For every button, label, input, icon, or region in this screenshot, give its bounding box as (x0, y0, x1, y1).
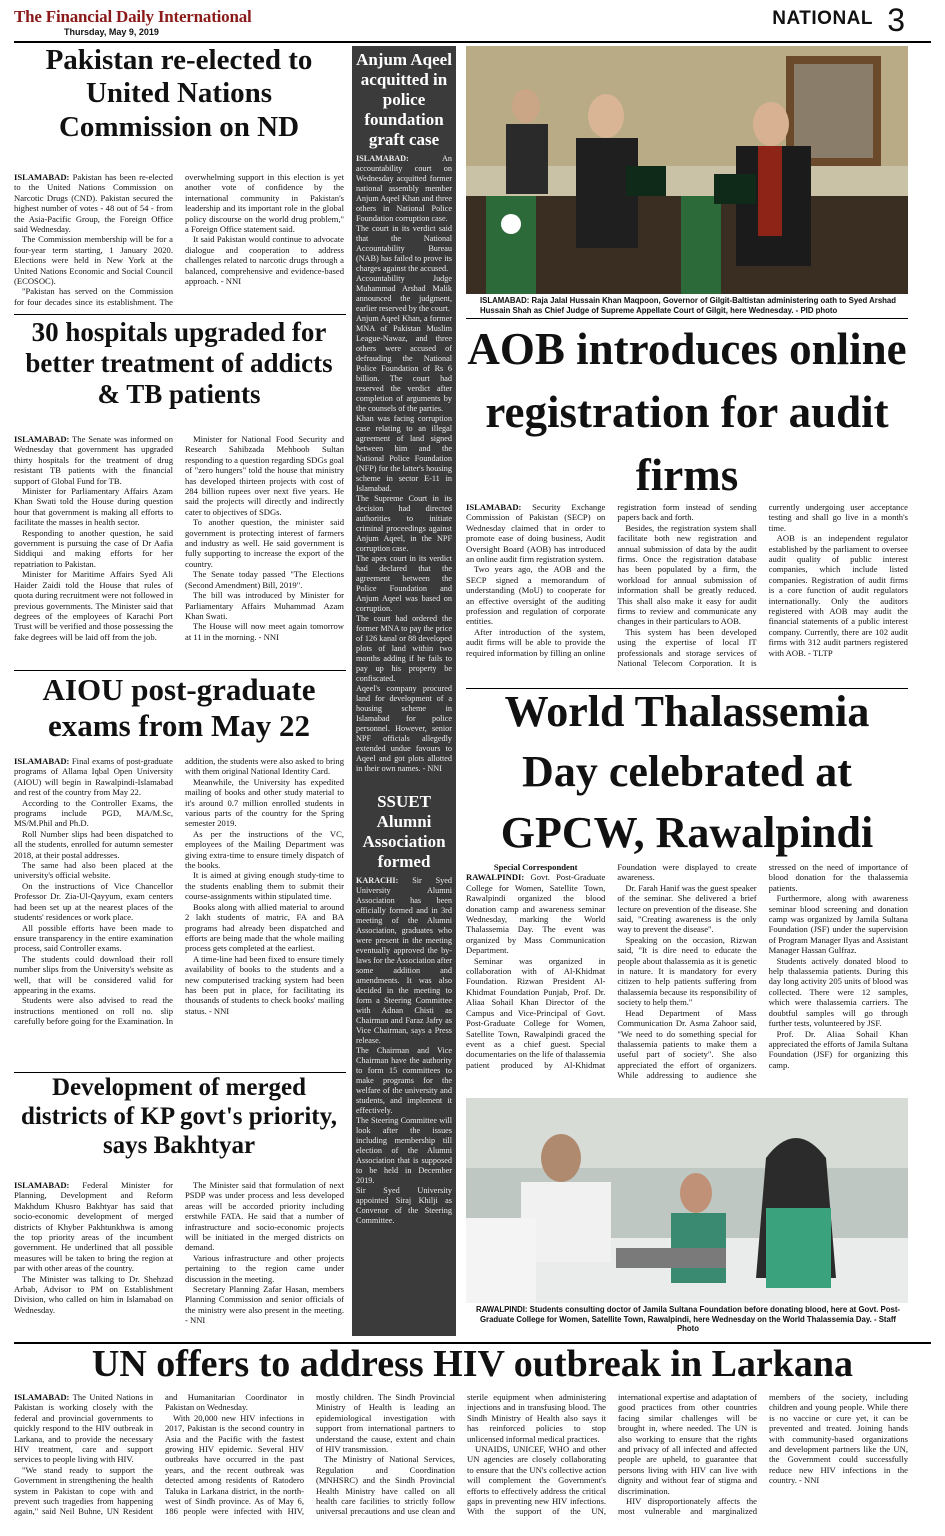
lede-aiou: Final exams of post-graduate programs of Allama Iqbal Open University (AIOU) will begin in Rawalpindi-Islamabad and rest of the country from May 22. (14, 756, 173, 798)
headline-aiou: AIOU post-graduate exams from May 22 (42, 672, 316, 743)
para: Secretary Planning Zafar Hasan, members Planning Commission and senior officials of the ministry were also present in the meeting. - NNI (185, 1284, 344, 1326)
para: The House will now meet again tomorrow at 11 in the morning. - NNI (185, 621, 344, 642)
para: Aqeel's company procured land for development of a housing scheme in Islamabad for police personnel. However, senior NPF officials allegedly extended undue favours to Aqeel and got plots allotted in their own names. - NNI (356, 684, 452, 773)
divider (14, 1072, 346, 1073)
lede-anjum: An accountability court on Wednesday acquitted former national assembly member Anjum Aqeel Khan and three others in National Police Foundation corruption case. (356, 154, 452, 223)
para: With 20,000 new HIV infections in 2017, Pakistan is the second country in Asia and the Pacific with the fastest growing HIV epidemic. Several HIV outbreaks have occurred in the past years, and the recent outbreak was detected among residents of Ratodero Taluka in Larkana district, in the north-west of Sindh province. As of May 6, 186 people were infected with HIV, mostly children. The Sindh Provincial Ministry of Health is leading an epidemiological investigation with support from international partners to understand the cause, extent and chain of HIV transmission. (165, 1392, 455, 1517)
photo-oath-ceremony (466, 46, 908, 294)
para: The bill was introduced by Minister for Parliamentary Affairs Muhammad Azam Khan Swati. (185, 590, 344, 621)
headline-anjum: Anjum Aqeel acquitted in police foundation graft case (356, 50, 452, 149)
para: Two years ago, the AOB and the SECP signed a memorandum of understanding (MoU) to cooperate for an effective oversight of the auditing profession and regulation of corporate entities. (466, 564, 606, 627)
divider (14, 670, 346, 671)
para: "We stand ready to support the Government in strengthening the health system in Pakistan to cope with and prevent such tragedies from happening again," said Neil Buhne, UN Resident and Humanitarian Coordinator in Pakistan on Wednesday. (14, 1392, 304, 1517)
para: Seminar was organized in collaboration with of Al-Khidmat Foundation. Rizwan President Al-Khidmat Foundation Punjab, Prof. Dr. Aliaa Sohail Khan Director of the Campus and Vice-Principal of Govt. Post-Graduate College for Women, Satellite Town, Rawalpindi graced the event as a chief guest. Special documentaries on the life of thalassemia patient produced by Al-Khidmat Foundation were displayed to create awareness. (466, 862, 757, 1070)
para: The court had ordered the former MNA to pay the price of 126 kanal or 88 developed plots of land within two months adding if he fails to pay up his property be confiscated. (356, 614, 452, 683)
para: Prof. Dr. Aliaa Sohail Khan appreciated the efforts of Jamila Sultana Foundation (JSF) for organizing this camp. (768, 1028, 908, 1070)
lede-kp: Federal Minister for Planning, Development and Reform Makhdum Khusro Bakhtyar has said that socio-economic development of merged districts of Khyber Pakhtunkhwa is among the top priority areas of the incumbent government. He underlined that all possible measures will be taken to bring the region at par with other areas of the country. (14, 1180, 173, 1274)
dateline-hiv: ISLAMABAD: (14, 1392, 70, 1402)
dateline-thalassemia: RAWALPINDI: (466, 872, 525, 883)
para: HIV disproportionately affects the most vulnerable and marginalized members of the society, including children and young people. While there is no vaccine or cure yet, it can be prevented and treated. Joining hands with community-based organizations and development partners like the UN, the Government could successfully reduce new HIV infections in the country. - NNI (618, 1392, 908, 1517)
para: This system has been developed using the expertise of local IT professionals and storage services of National Telecom Corporation. It is currently undergoing user acceptance testing and shall go live in a month's time. (617, 502, 908, 669)
para: The Minister was talking to Dr. Shehzad Arbab, Advisor to PM on Establishment Division, who called on him in Islamabad on Wednesday. (14, 1273, 173, 1315)
para: All possible efforts have been made to ensure transparency in the entire examination process, said Controller exams. (14, 922, 173, 954)
para: Minister for National Food Security and Research Sahibzada Mehboob Sultan responding to a question regarding SDGs goal of "zero hungers" told the house that ministry has developed thirteen projects with cost of 284 billion rupees over next five years. He said the projects will directly and indirectly cater to objectives of SDGs. (185, 434, 344, 517)
para: On the instructions of Vice Chancellor Professor Dr. Zia-Ul-Qayyum, exam centers had been set up at the nearest places of the students' residences or work place. (14, 880, 173, 923)
para: The court in its verdict said that the National Accountability Bureau (NAB) has failed to prove its charges against the accused. (356, 224, 452, 273)
headline-aob: AOB introduces online registration for audit firms (467, 324, 907, 500)
masthead-title: The Financial Daily International (14, 7, 252, 26)
para: Dr. Farah Hanif was the guest speaker of the seminar. She delivered a brief lecture on prevention of the disease. She said, "Creating awareness is the only way to prevent the disease". (617, 882, 757, 935)
photo-oath-illustration (466, 46, 908, 294)
para: The students could download their roll number slips from the University's website as well, that will be considered valid for appearing in the exams. (14, 953, 173, 995)
para: Anjum Aqeel Khan, a former MNA of Pakistan Muslim League-Nawaz, and three others were accused of defrauding the National Police Foundation of Rs 6 billion. The court had reserved the verdict after completion of arguments by the counsels of the parties. (356, 314, 452, 413)
story-hiv (14, 1392, 908, 1532)
dateline-hospitals: ISLAMABAD: (14, 434, 70, 444)
header-rule (14, 41, 931, 43)
lede-thalassemia: Govt. Post-Graduate College for Women, Satellite Town, Rawalpindi organized the blood donation camp and awareness seminar Wednesday, marking the World Thalassemia Day. The event was organized by Mass Communication Department. (466, 872, 606, 956)
section-label: NATIONAL (772, 8, 873, 29)
lede-pakistan: Pakistan has been re-elected to the United Nations Commission on Narcotic Drugs (CND). Pakistan secured the highest number of votes - 48 out of 54 - from the Asia-Pacific Group, the Foreign Office said Wednesday. (14, 172, 173, 235)
para: After introduction of the system, audit firms will be able to provide the required information by filling an online registration form instead of sending papers back and forth. (466, 502, 757, 658)
story-ssuet (356, 876, 452, 1226)
dateline-aiou: ISLAMABAD: (14, 756, 70, 766)
para: Meanwhile, the University has expedited mailing of books and other study material to it's around 0.7 million enrolled students in various parts of the country for the Spring semester 2019. (185, 776, 344, 829)
para: The Commission membership will be for a four-year term starting, 1 January 2020. Elections were held in New York at the United Nations Economic and Social Council (ECOSOC). (14, 234, 173, 287)
lede-aob: Security Exchange Commission of Pakistan (SECP) on Wednesday claimed that in order to promote ease of doing business, Audit Oversight Board (AOB) has introduced an online audit firm registration system. (466, 502, 606, 565)
para: The apex court in its verdict had declared that the agreement between the Police Foundation and Anjum Aqeel was based on corruption. (356, 554, 452, 613)
caption-top-photo: ISLAMABAD: Raja Jalal Hussain Khan Maqpoon, Governor of Gilgit-Baltistan administering oath to Syed Arshad Hussain Shah as Chief Judge of Supreme Appellate Court of Gilgit, here Wednesday. - PID photo (480, 296, 897, 315)
headline-kp: Development of merged districts of KP govt's priority, says Bakhtyar (21, 1074, 337, 1159)
para: Minister for Maritime Affairs Syed Ali Haider Zaidi told the House that rules of quota during recruitment were not followed in previous governments. The Minister said that degrees of the employees of Karachi Port Trust will be verified and those possessing the fake degrees will be laid off from the job. (14, 569, 173, 642)
para: A time-line had been fixed to ensure timely availability of books to the students and a new computerised tracking system had been has been put in place, for facilitating its thousands of students to check books' mailing status. - NNI (185, 953, 344, 1016)
para: Sir Syed University appointed Siraj Khilji as Convenor of the Steering Committee. (356, 1186, 452, 1225)
para: Besides, the registration system shall facilitate both new registration and annual submission of data by the audit firms. Once the registration database has been populated by a firm, the workload for annual submission of information shall be greatly reduced. This shall also make it easy for audit firms to review and communicate any changes in their particulars to AOB. (617, 522, 757, 627)
para: Responding to another question, he said government is pursuing the case of Dr Aafia Siddiqui and making efforts for her repatriation to Pakistan. (14, 527, 173, 569)
para: Roll Number slips had been dispatched to all the students, enrolled for autumn semester 2018, at their postal addresses. (14, 828, 173, 860)
headline-pakistan: Pakistan re-elected to United Nations Commission on ND (45, 44, 313, 143)
dateline-pakistan: ISLAMABAD: (14, 172, 70, 182)
para: Head Department of Mass Communication Dr. Asma Zahoor said, "We need to do something special for thalassemia patients to make them a useful part of society". She also appreciated the effort of organizers. While addressing to audience she stressed on the need of importance of blood donation for the thalassemia patients. (617, 862, 908, 1081)
para: Books along with allied material to around 2 lakh students of matric, FA and BA programs had already been dispatched and efforts are being made that the whole mailing process gets completed at the earliest. (185, 901, 344, 954)
page-number: 3 (887, 2, 905, 38)
para: Various infrastructure and other projects pertaining to the region came under discussion in the meeting. (185, 1252, 344, 1284)
byline-thalassemia: Special Correspondent (493, 862, 578, 872)
headline-hospitals: 30 hospitals upgraded for better treatment of addicts & TB patients (25, 317, 333, 410)
dateline-ssuet: KARACHI: (356, 876, 399, 885)
photo-blood-donation (466, 1098, 908, 1303)
divider (14, 314, 346, 315)
story-kp (14, 1180, 344, 1338)
para: Students were also advised to read the instructions mentioned on roll no. slip carefully before going for the Examination. In addition, the students were also asked to bring with them original National Identity Card. (14, 756, 344, 1027)
headline-ssuet: SSUET Alumni Association formed (362, 792, 446, 871)
para: Speaking on the occasion, Rizwan said, "It is dire need to educate the people about thalassemia as it is genetic in nature. It is mandatory for every citizen to help patients suffering from thalassemia because its responsibility of society to help them." (617, 934, 757, 1008)
headline-thalassemia: World Thalassemia Day celebrated at GPCW, Rawalpindi (500, 687, 874, 857)
lede-hospitals: The Senate was informed on Wednesday that government has upgraded thirty hospitals for the treatment of drug resistant TB patients with the financial support of Global Fund for TB. (14, 434, 173, 486)
para: Minister for Parliamentary Affairs Azam Khan Swati told the House during question hour that government is making all efforts to facilitate the masses in health sector. (14, 486, 173, 528)
story-hospitals (14, 434, 344, 666)
masthead-date: Thursday, May 9, 2019 (64, 27, 159, 37)
story-thalassemia (466, 862, 908, 1092)
story-anjum (356, 154, 452, 774)
para: The same had also been placed at the university's official website. (14, 860, 173, 881)
dateline-kp: ISLAMABAD: (14, 1180, 70, 1190)
masthead (14, 8, 314, 37)
para: "Pakistan has served on the Commission for four decades since its establishment. The overwhelming support in this election is yet another vote of confidence by the international community in Pakistan's leadership and its important role in the global policy discourse on the world drug problem," a Foreign Office statement said. (14, 172, 344, 307)
para: Students actively donated blood to help thalassemia patients. During this day long activity 205 units of blood was collected. There were 12 samples, which were thalassemia carriers. The doubtful samples will go through further tests, volunteered by JSF. (768, 955, 908, 1029)
para: The Chairman and Vice Chairman have the authority to form 15 committees to make programs for the welfare of the university and students, and implement it effectively. (356, 1046, 452, 1115)
para: The Steering Committee will look after the issues including membership till election of the Alumni Association that is supposed to be held in December 2019. (356, 1116, 452, 1185)
story-pakistan (14, 172, 344, 310)
story-aiou (14, 756, 344, 1068)
para: The Supreme Court in its decision had directed authorities to initiate criminal proceedings against Anjum Aqeel, in the NPF corruption case. (356, 494, 452, 553)
headline-hiv: UN offers to address HIV outbreak in Larkana (91, 1343, 854, 1385)
para: To another question, the minister said government is protecting interest of farmers and industry as well. He said government is fully supporting to increase the export of the country. (185, 517, 344, 569)
para: Furthermore, along with awareness seminar blood screening and donation camp was organized by Jamila Sultana Foundation (JSF) under the supervision of Program Manager Ilyas and Assistant Manager Hassan Gulfraz. (768, 893, 908, 956)
para: The Minister said that formulation of next PSDP was under process and less developed areas will be accorded priority including erstwhile FATA. He said that a number of infrastructure and socio-economic projects will be initiated in the merged districts on demand. (185, 1180, 344, 1253)
para: It is aimed at giving enough study-time to the students enabling them to submit their course-assignments within stipulated time. (185, 870, 344, 902)
story-aob (466, 502, 908, 684)
para: AOB is an independent regulator established by the parliament to oversee audit quality of public interest companies, which include listed companies. Registration of audit firms is a core function of audit regulators internationally. Only the auditors registered with AOB may audit the financial statements of a public interest company. Currently, there are 102 audit firms with 312 audit partners registered with AOB. - TLTP (768, 533, 908, 658)
para: UNAIDS, UNICEF, WHO and other UN agencies are closely collaborating to ensure that the UN's collective action will complement the Government's efforts to effectively address the critical gaps in preventing new HIV infections. With the support of the UN, international expertise and adaptation of good practices from other countries facing similar challenges will be brought in, where needed. The UN is also working to ensure that the rights and privacy of all infected and affected people are upheld, to guarantee that persons living with HIV can live with dignity and without fear of stigma and discrimination. (467, 1392, 757, 1517)
para: The Ministry of National Services, Regulation and Coordination (MNHSRC) and the Sindh Provincial Health Ministry have called on all health care facilities to strictly follow universal precautions and use clean and sterile equipment when administering injections and in transfusing blood. The Sindh Ministry of Health also says it has reinforced policies to stop unlicensed informal medical practices. (316, 1392, 606, 1517)
sidebar-column (352, 46, 456, 1336)
caption-bottom-photo: RAWALPINDI: Students consulting doctor of Jamila Sultana Foundation before donating blood, here at Govt. Post-Graduate College for Women, Satellite Town, Rawalpindi, here Wednesday on the World Thalassemia Day. - Staff Photo (475, 1305, 901, 1333)
para: Accountability Judge Muhammad Arshad Malik announced the judgment, earlier reserved by the court. (356, 274, 452, 313)
para: Khan was facing corruption case relating to an illegal agreement of land signed between him and the National Police Foundation (NFP) for the latter's housing scheme in sector E-11 in Islamabad. (356, 414, 452, 493)
para: The Senate today passed "The Elections (Second Amendment) Bill, 2019". (185, 569, 344, 590)
lede-hiv: The United Nations in Pakistan is working closely with the federal and provincial governments to quickly respond to the HIV outbreak in Larkana, and to provide the necessary HIV treatment, care and support services to people living with HIV. (14, 1392, 153, 1465)
para: According to the Controller Exams, the programs include PGD, MA/M.Sc, MS/M.Phil and Ph.D. (14, 797, 173, 829)
para: As per the instructions of the VC, employees of the Mailing Department was giving extra-time to ensure timely dispatch of the books. (185, 828, 344, 871)
dateline-aob: ISLAMABAD: (466, 502, 522, 512)
para: It said Pakistan would continue to advocate dialogue and cooperation to address challenges related to narcotic drugs through a balanced, comprehensive and evidence-based approach. - NNI (185, 234, 344, 287)
dateline-anjum: ISLAMABAD: (356, 154, 409, 163)
lede-ssuet: Sir Syed University Alumni Association has been officially formed and in 3rd meeting of the Alumni Association, graduates who were present in the meeting eventually approved the by-laws for the Association after some addition and amendments. It was also decided in the meeting to form a Steering Committee with Adnan Chisti as Chairman and Faraz Jafry as Vice Chairman, says a Press release. (356, 876, 452, 1045)
photo-blood-donation-illustration (466, 1098, 908, 1303)
